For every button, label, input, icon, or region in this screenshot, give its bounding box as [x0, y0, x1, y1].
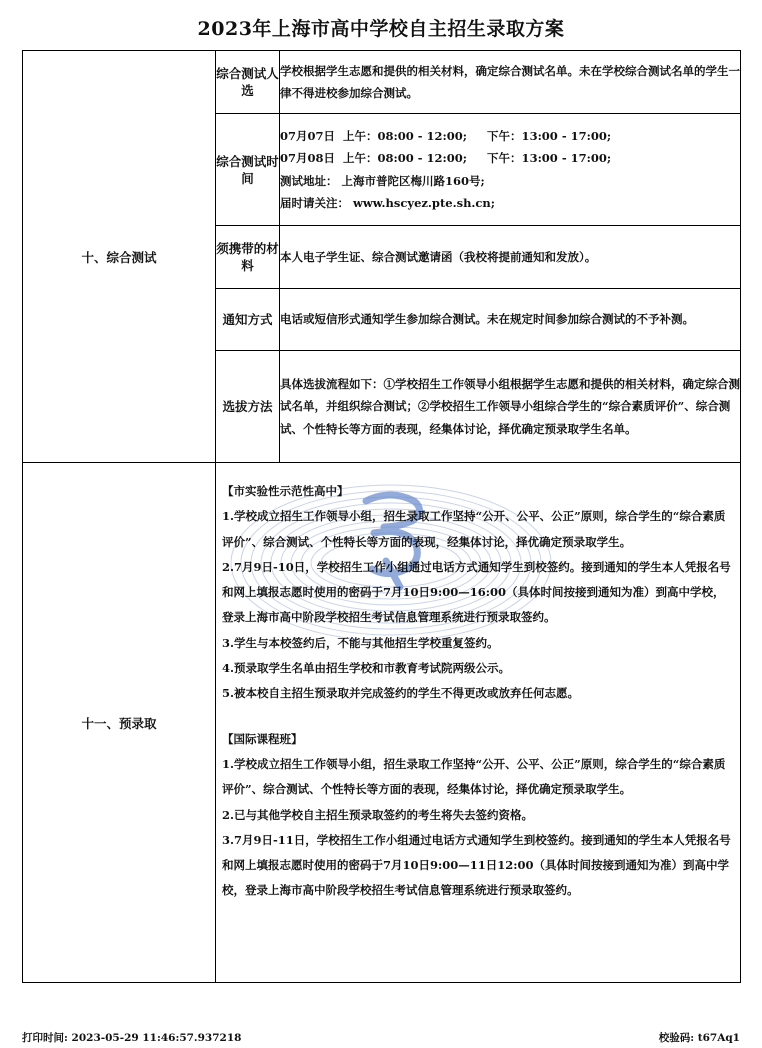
list-item: 2.7月9日-10日，学校招生工作小组通过电话方式通知学生到校签约。接到通知的学生本人凭报名号和网上填报志愿时使用的密码于7月10日9:00—16:00（具体时间按接到通知为准）到高中学校，登录上海市高中阶段学校招生考试信息管理系统进行预录取签约。 [222, 559, 731, 625]
row-label-candidates: 综合测试人选 [216, 51, 280, 114]
print-time: 打印时间: 2023-05-29 11:46:57.937218 [22, 1032, 242, 1044]
list-item: 2.已与其他学校自主招生预录取签约的考生将失去签约资格。 [222, 807, 534, 822]
spacer [222, 707, 734, 727]
content-line: 本人电子学生证、综合测试邀请函（我校将提前通知和发放）。 [280, 249, 597, 264]
list-item: 1.学校成立招生工作领导小组，招生录取工作坚持“公开、公平、公正”原则，综合学生的“综合素质评价”、综合测试、个性特长等方面的表现，经集体讨论，择优确定预录取学生。 [222, 756, 726, 797]
pre-admission-text [216, 463, 740, 914]
check-code: 校验码: t67Aq1 [658, 1032, 740, 1044]
content-line: 07月07日 上午：08:00 - 12:00; 下午：13:00 - 17:00; [280, 128, 612, 143]
group-heading-international: 【国际课程班】 [222, 731, 303, 746]
row-content-notification [280, 289, 741, 351]
row-label-selection: 选拔方法 [216, 351, 280, 463]
row-label-notification: 通知方式 [216, 289, 280, 351]
content-line: 07月08日 上午：08:00 - 12:00; 下午：13:00 - 17:00; [280, 151, 612, 165]
row-content-selection [280, 351, 741, 463]
row-content-materials [280, 226, 741, 289]
row-content-candidates [280, 51, 741, 114]
group-heading-demo-school: 【市实验性示范性高中】 [222, 484, 349, 498]
content-line: 电话或短信形式通知学生参加综合测试。未在规定时间参加综合测试的不予补测。 [280, 312, 694, 327]
row-label-materials: 须携带的材料 [216, 226, 280, 289]
page-title: 2023年上海市高中学校自主招生录取方案 [197, 18, 565, 40]
list-item: 4.预录取学生名单由招生学校和市教育考试院两级公示。 [222, 661, 511, 676]
list-item: 3.学生与本校签约后，不能与其他招生学校重复签约。 [222, 635, 499, 650]
content-line: 学校根据学生志愿和提供的相关材料，确定综合测试名单。未在学校综合测试名单的学生一律不得进校参加综合测试。 [280, 63, 740, 100]
list-item: 5.被本校自主招生预录取并完成签约的学生不得更改或放弃任何志愿。 [222, 686, 580, 701]
section-comprehensive-test: 十、综合测试 [23, 51, 216, 463]
website-notice: 届时请关注： www.hscyez.pte.sh.cn; [280, 196, 496, 210]
row-content-test-time [280, 114, 741, 226]
list-item: 1.学校成立招生工作领导小组，招生录取工作坚持“公开、公平、公正”原则，综合学生的“综合素质评价”、综合测试、个性特长等方面的表现，经集体讨论，择优确定预录取学生。 [222, 509, 726, 549]
admission-plan-table [22, 50, 741, 983]
pre-admission-content [216, 463, 741, 983]
section-pre-admission: 十一、预录取 [23, 463, 216, 983]
list-item: 3.7月9日-11日，学校招生工作小组通过电话方式通知学生到校签约。接到通知的学生本人凭报名号和网上填报志愿时使用的密码于7月10日9:00—11日12:00（具体时间按接到通知为准）到高中学校，登录上海市高中阶段学校招生考试信息管理系统进行预录取签约。 [222, 832, 731, 898]
content-line: 具体选拔流程如下：①学校招生工作领导小组根据学生志愿和提供的相关材料，确定综合测试名单，并组织综合测试；②学校招生工作领导小组综合学生的“综合素质评价”、综合测试、个性特长等方面的表现，经集体讨论，择优确定预录取学生名单。 [280, 376, 740, 436]
row-label-test-time: 综合测试时间 [216, 114, 280, 226]
test-address: 测试地址： 上海市普陀区梅川路160号; [280, 173, 485, 188]
